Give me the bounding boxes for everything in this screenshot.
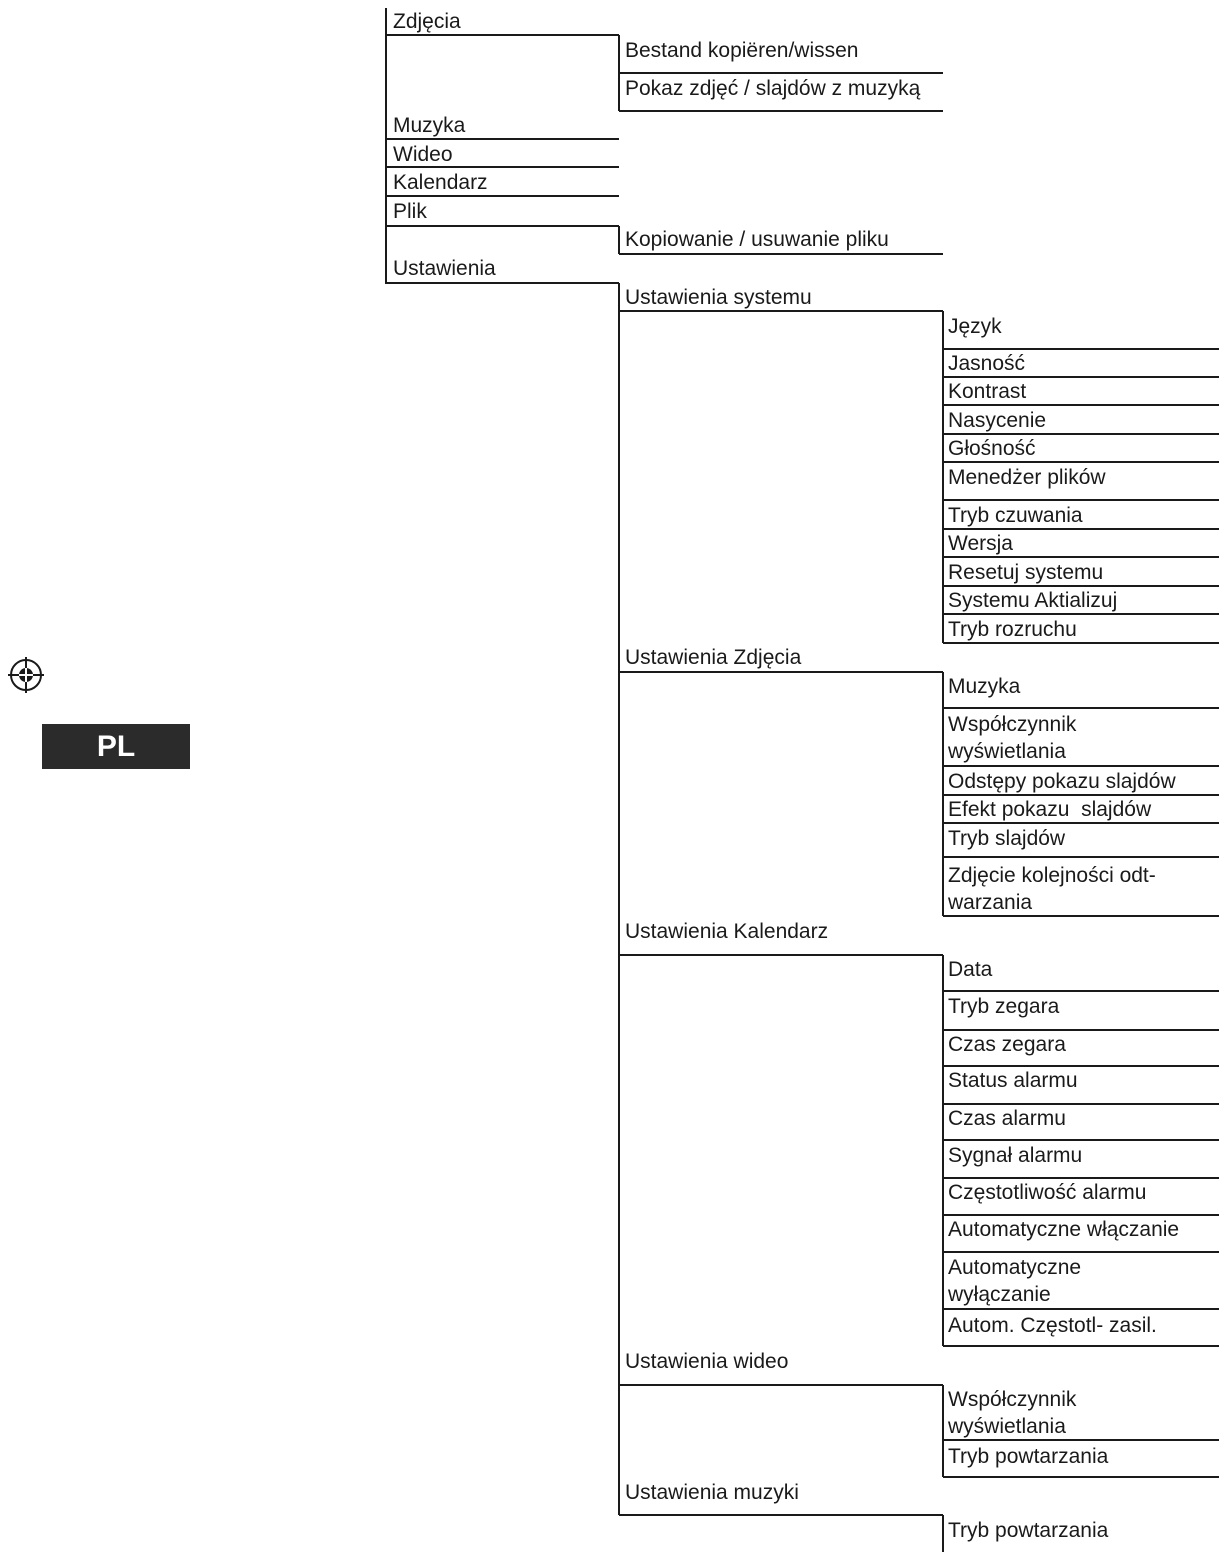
submenu-item-ustawienia-systemu: Ustawienia systemu bbox=[625, 286, 812, 309]
submenu-item-ustawienia-zdjecia: Ustawienia Zdjęcia bbox=[625, 646, 802, 669]
system-item-menedzer: Menedżer plików bbox=[948, 466, 1106, 489]
system-item-tryb-czuwania: Tryb czuwania bbox=[948, 504, 1083, 527]
tree-connector-line bbox=[943, 1345, 1219, 1347]
menu-item-muzyka: Muzyka bbox=[393, 114, 466, 137]
system-item-glosnosc: Głośność bbox=[948, 437, 1036, 460]
tree-connector-line bbox=[943, 765, 1219, 767]
tree-connector-line bbox=[943, 376, 1219, 378]
zdjecia-item-odstepy: Odstępy pokazu slajdów bbox=[948, 770, 1176, 793]
tree-connector-line bbox=[943, 1103, 1219, 1105]
tree-connector-line bbox=[943, 1029, 1219, 1031]
wideo-item-tryb-powtarzania: Tryb powtarzania bbox=[948, 1445, 1109, 1468]
tree-connector-line bbox=[618, 226, 620, 254]
tree-connector-line bbox=[386, 138, 619, 140]
tree-connector-line bbox=[386, 225, 619, 227]
menu-item-plik: Plik bbox=[393, 200, 427, 223]
tree-connector-line bbox=[943, 915, 1219, 917]
tree-connector-line bbox=[943, 1139, 1219, 1141]
system-item-wersja: Wersja bbox=[948, 532, 1013, 555]
submenu-item-ustawienia-wideo: Ustawienia wideo bbox=[625, 1350, 789, 1373]
submenu-item-pokaz: Pokaz zdjęć / slajdów z muzyką bbox=[625, 77, 921, 100]
tree-connector-line bbox=[943, 499, 1219, 501]
zdjecia-item-kolejnosc: Zdjęcie kolejności odt-warzania bbox=[948, 864, 1156, 914]
tree-connector-line bbox=[943, 1308, 1219, 1310]
submenu-item-kopiowanie: Kopiowanie / usuwanie pliku bbox=[625, 228, 889, 251]
menu-item-kalendarz: Kalendarz bbox=[393, 171, 488, 194]
tree-connector-line bbox=[943, 707, 1219, 709]
tree-connector-line bbox=[943, 433, 1219, 435]
submenu-item-ustawienia-muzyki: Ustawienia muzyki bbox=[625, 1481, 799, 1504]
tree-connector-line bbox=[386, 195, 619, 197]
kalendarz-item-czas-alarmu: Czas alarmu bbox=[948, 1107, 1066, 1130]
kalendarz-item-auto-wlaczanie: Automatyczne włączanie bbox=[948, 1218, 1180, 1241]
tree-connector-line bbox=[943, 528, 1219, 530]
tree-connector-line bbox=[385, 8, 387, 284]
kalendarz-item-czestotliwosc: Częstotliwość alarmu bbox=[948, 1181, 1147, 1204]
tree-connector-line bbox=[943, 1476, 1219, 1478]
zdjecia-item-muzyka: Muzyka bbox=[948, 675, 1021, 698]
zdjecia-item-efekt: Efekt pokazu slajdów bbox=[948, 798, 1152, 821]
tree-connector-line bbox=[942, 955, 944, 1346]
tree-connector-line bbox=[618, 283, 620, 1515]
tree-connector-line bbox=[943, 1251, 1219, 1253]
system-item-aktualizuj: Systemu Aktializuj bbox=[948, 589, 1118, 612]
kalendarz-item-sygnal-alarmu: Sygnał alarmu bbox=[948, 1144, 1083, 1167]
tree-connector-line bbox=[619, 253, 943, 255]
tree-connector-line bbox=[943, 613, 1219, 615]
tree-connector-line bbox=[943, 348, 1219, 350]
system-item-jezyk: Język bbox=[948, 315, 1002, 338]
kalendarz-item-tryb-zegara: Tryb zegara bbox=[948, 995, 1060, 1018]
tree-connector-line bbox=[943, 1214, 1219, 1216]
tree-connector-line bbox=[943, 1065, 1219, 1067]
muzyki-item-tryb-powtarzania: Tryb powtarzania bbox=[948, 1519, 1109, 1542]
kalendarz-item-autom-zasil: Autom. Częstotl- zasil. bbox=[948, 1314, 1157, 1337]
tree-connector-line bbox=[942, 1515, 944, 1552]
tree-connector-line bbox=[942, 1385, 944, 1477]
tree-connector-line bbox=[943, 585, 1219, 587]
submenu-item-ustawienia-kalendarz: Ustawienia Kalendarz bbox=[625, 920, 829, 943]
tree-connector-line bbox=[943, 794, 1219, 796]
tree-connector-line bbox=[943, 1439, 1219, 1441]
tree-connector-line bbox=[619, 110, 943, 112]
kalendarz-item-czas-zegara: Czas zegara bbox=[948, 1033, 1066, 1056]
tree-connector-line bbox=[619, 1514, 943, 1516]
tree-connector-line bbox=[943, 404, 1219, 406]
system-item-kontrast: Kontrast bbox=[948, 380, 1027, 403]
system-item-jasnosc: Jasność bbox=[948, 352, 1026, 375]
menu-item-ustawienia: Ustawienia bbox=[393, 257, 496, 280]
zdjecia-item-wspolczynnik: Współczynnik wyświetlania bbox=[948, 713, 1077, 763]
system-item-tryb-rozruchu: Tryb rozruchu bbox=[948, 618, 1077, 641]
tree-connector-line bbox=[943, 461, 1219, 463]
tree-connector-line bbox=[943, 556, 1219, 558]
tree-connector-line bbox=[942, 672, 944, 916]
kalendarz-item-data: Data bbox=[948, 958, 993, 981]
tree-connector-line bbox=[942, 311, 944, 643]
tree-connector-line bbox=[619, 1384, 943, 1386]
tree-connector-line bbox=[943, 642, 1219, 644]
crosshair-target-icon bbox=[6, 655, 46, 695]
kalendarz-item-auto-wylaczanie: Automatyczne wyłączanie bbox=[948, 1256, 1082, 1306]
kalendarz-item-status-alarmu: Status alarmu bbox=[948, 1069, 1078, 1092]
tree-connector-line bbox=[943, 990, 1219, 992]
zdjecia-item-tryb-slajdow: Tryb slajdów bbox=[948, 827, 1066, 850]
wideo-item-wspolczynnik: Współczynnik wyświetlania bbox=[948, 1388, 1077, 1438]
tree-connector-line bbox=[619, 310, 943, 312]
submenu-item-bestand: Bestand kopiëren/wissen bbox=[625, 39, 859, 62]
tree-connector-line bbox=[386, 166, 619, 168]
tree-connector-line bbox=[943, 856, 1219, 858]
tree-connector-line bbox=[386, 282, 619, 284]
tree-connector-line bbox=[619, 954, 943, 956]
tree-connector-line bbox=[943, 822, 1219, 824]
tree-connector-line bbox=[386, 34, 619, 36]
system-item-nasycenie: Nasycenie bbox=[948, 409, 1047, 432]
tree-connector-line bbox=[943, 1177, 1219, 1179]
menu-item-wideo: Wideo bbox=[393, 143, 453, 166]
tree-connector-line bbox=[619, 72, 943, 74]
language-badge: PL bbox=[42, 724, 190, 769]
tree-connector-line bbox=[619, 671, 943, 673]
system-item-resetuj: Resetuj systemu bbox=[948, 561, 1104, 584]
menu-item-zdjecia: Zdjęcia bbox=[393, 10, 461, 33]
